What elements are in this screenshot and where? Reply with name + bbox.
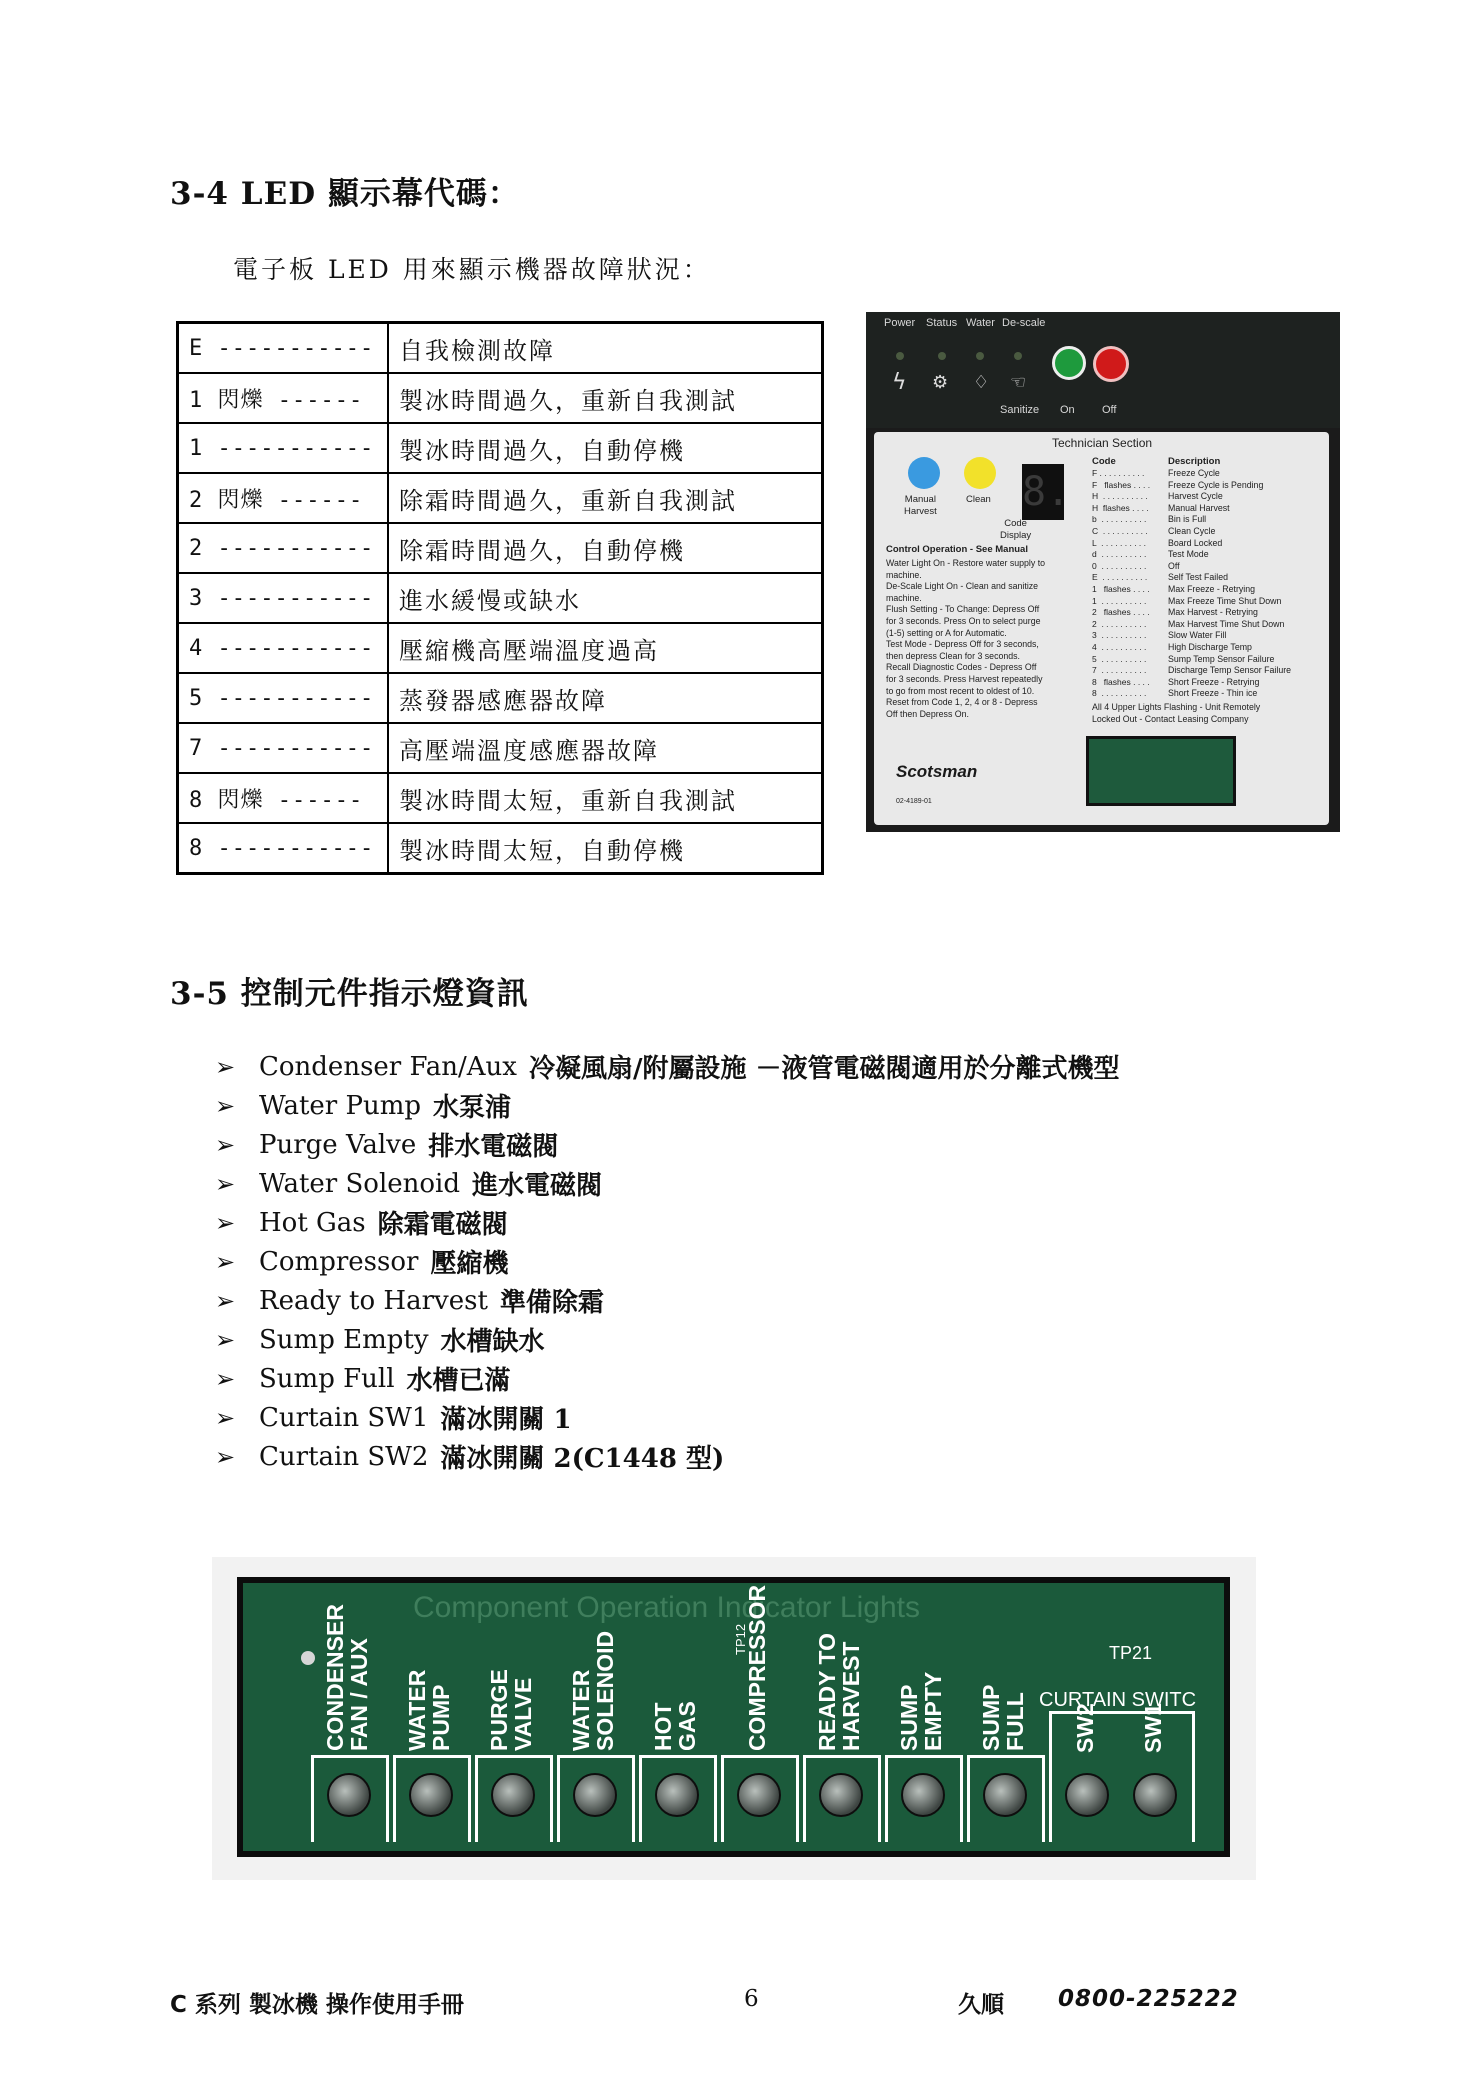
arrow-bullet-icon: ➢ [215,1091,236,1120]
code-row [178,423,823,473]
board-label: HOT GAS [650,1701,700,1751]
board-label: WATER SOLENOID [568,1630,618,1751]
technician-sheet [874,432,1329,825]
tp21-label: TP21 [1109,1643,1153,1663]
component-english-name: Ready to Harvest [259,1285,488,1316]
code-cell: 1 ----------- [178,423,389,473]
component-chinese-name: 進水電磁閥 [472,1171,603,1201]
terminal-outline [885,1755,963,1842]
code-cell: 3 ----------- [178,573,389,623]
board-label: SUMP EMPTY [896,1671,946,1751]
component-chinese-name: 水槽已滿 [406,1366,511,1396]
mounting-hole [301,1651,315,1665]
component-english-name: Water Solenoid [259,1168,461,1199]
code-row [178,523,823,573]
off-button [1093,346,1129,382]
board-label: READY TO HARVEST [814,1632,864,1751]
manual-harvest-button [908,457,940,489]
description-header: Description [1168,456,1221,467]
list-item [215,1281,1120,1320]
list-item [215,1359,1120,1398]
list-item [215,1398,1120,1437]
component-chinese-name: 冷凝風扇/附屬設施 －液管電磁閥適用於分離式機型 [528,1054,1120,1084]
water-label: Water [966,317,995,329]
power-label: Power [884,317,916,329]
code-cell: 5 ----------- [178,673,389,723]
code-row [178,823,823,874]
description-cell: 進水緩慢或缺水 [388,573,823,623]
board-label: WATER PUMP [404,1669,454,1751]
arrow-bullet-icon: ➢ [215,1364,236,1393]
code-row [178,473,823,523]
descale-led [1014,352,1022,360]
terminal-outline [803,1755,881,1842]
manual-harvest-label: Manual Harvest [904,494,937,517]
technician-section-title: Technician Section [1052,436,1153,450]
code-header: Code [1092,456,1116,467]
description-cell: 壓縮機高壓端溫度過高 [388,623,823,673]
section-3-4-heading: 3-4 LED 顯示幕代碼： [170,176,520,212]
component-english-name: Curtain SW2 [259,1441,429,1472]
list-item [215,1242,1120,1281]
description-cell: 製冰時間太短，重新自我測試 [388,773,823,823]
on-button [1052,346,1086,380]
list-item [215,1047,1120,1086]
board-label: CONDENSER FAN / AUX [322,1604,372,1751]
code-cell: 2 閃爍 ------ [178,473,389,523]
clean-label: Clean [966,494,991,505]
footer-phone: 0800-225222 [1058,1986,1239,2012]
connector-strip [1086,736,1236,806]
description-cell: 自我檢測故障 [388,323,823,374]
description-cell: 製冰時間過久，自動停機 [388,423,823,473]
footer-company: 久順 [958,1992,1004,2018]
arrow-bullet-icon: ➢ [215,1403,236,1432]
component-chinese-name: 壓縮機 [430,1249,509,1279]
component-english-name: Curtain SW1 [259,1402,429,1433]
sanitize-hand-icon: ☜ [1010,372,1027,393]
status-led [938,352,946,360]
component-list [215,1047,1120,1476]
curtain-switch-outline [1049,1711,1195,1842]
component-chinese-name: 準備除霜 [499,1288,604,1318]
sanitize-label: Sanitize [1000,404,1040,416]
component-chinese-name: 水槽缺水 [440,1327,545,1357]
component-english-name: Water Pump [259,1090,422,1121]
part-number: 02-4189-01 [896,798,932,805]
code-cell: 4 ----------- [178,623,389,673]
description-cell: 除霜時間過久，重新自我測試 [388,473,823,523]
arrow-bullet-icon: ➢ [215,1208,236,1237]
code-row [178,623,823,673]
description-cell: 蒸發器感應器故障 [388,673,823,723]
lockout-footnote: All 4 Upper Lights Flashing - Unit Remotely Locked Out - Contact Leasing Company [1092,702,1261,724]
code-column: F . . . . . . . . . . F flashes . . . . H . . . . . . . . . . H flashes . . . . b . . . . . . . . . . C . . . . . . . . . . L . . . . . . . . . . d . . . . . . . . . . 0 . . . . . . . . . . E . . . . . . . . . . 1 flashes . . . . 1 . . . . . . . . . . 2 flashes . . . . 2 . . . . . . . . . . 3 . . . . . . . . . . 4 . . . . . . . . . . 5 . . . . . . . . . . 7 . . . . . . . . . . 8 flashes . . . . 8 . . . . . . . . . . [1092,468,1151,699]
terminal-outline [721,1755,799,1842]
list-item [215,1164,1120,1203]
terminal-outline [475,1755,553,1842]
pcb [237,1577,1230,1857]
arrow-bullet-icon: ➢ [215,1286,236,1315]
curtain-switch-label: CURTAIN SWITC [1039,1689,1197,1711]
control-operation-text: Water Light On - Restore water supply to machine. De-Scale Light On - Clean and sanitize machine. Flush Setting - To Change: Depress Off for 3 seconds. Press On to select purge (1-5) setting or A for Automatic. Test Mode - Depress Off for 3 seconds, then depress Clean for 3 seconds. Recall Diagnostic Codes - Depress Off for 3 seconds. Press Harvest repeatedly to go from most recent to oldest of 10. Reset from Code 1, 2, 4 or 8 - Depress Off then Depress On. [886,558,1046,719]
board-label: SUMP FULL [978,1684,1028,1751]
arrow-bullet-icon: ➢ [215,1442,236,1471]
arrow-bullet-icon: ➢ [215,1325,236,1354]
arrow-bullet-icon: ➢ [215,1052,236,1081]
list-item [215,1086,1120,1125]
panel-top-strip [866,312,1340,428]
code-row [178,373,823,423]
component-english-name: Sump Empty [259,1324,429,1355]
component-english-name: Compressor [259,1246,419,1277]
on-label: On [1060,404,1075,416]
component-chinese-name: 滿冰開關 1 [440,1405,572,1435]
board-label: PURGE VALVE [486,1669,536,1751]
list-item [215,1437,1120,1476]
board-label: COMPRESSOR [744,1584,770,1751]
component-chinese-name: 滿冰開關 2(C1448 型) [440,1444,725,1474]
code-row [178,323,823,374]
component-english-name: Hot Gas [259,1207,366,1238]
power-led [896,352,904,360]
arrow-bullet-icon: ➢ [215,1169,236,1198]
water-led [976,352,984,360]
page-number: 6 [744,1986,759,2012]
code-display-label: Code Display [1000,518,1032,541]
code-row [178,673,823,723]
section-3-4-intro: 電子板 LED 用來顯示機器故障狀況： [233,255,711,284]
terminal-outline [557,1755,635,1842]
component-english-name: Condenser Fan/Aux [259,1051,517,1082]
tp12-label: TP12 [733,1623,748,1655]
code-cell: 2 ----------- [178,523,389,573]
footer-manual-title: C 系列 製冰機 操作使用手冊 [170,1992,464,2018]
component-chinese-name: 排水電磁閥 [428,1132,559,1162]
code-cell: 8 ----------- [178,823,389,874]
list-item [215,1203,1120,1242]
list-item [215,1320,1120,1359]
description-column: Freeze Cycle Freeze Cycle is Pending Harvest Cycle Manual Harvest Bin is Full Clean Cycle Board Locked Test Mode Off Self Test Failed Max Freeze - Retrying Max Freeze Time Shut Down Max Harvest - Retrying Max Harvest Time Shut Down Slow Water Fill High Discharge Temp Sump Temp Sensor Failure Discharge Temp Sensor Failure Short Freeze - Retrying Short Freeze - Thin ice [1168,468,1292,699]
board-label: SW2 [1072,1703,1098,1753]
led-panel-photo [866,312,1340,832]
off-label: Off [1102,404,1117,416]
control-operation-title: Control Operation - See Manual [886,544,1028,555]
terminal-outline [639,1755,717,1842]
code-cell: 8 閃爍 ------ [178,773,389,823]
terminal-outline [393,1755,471,1842]
code-display-digit: 8. [1022,464,1064,520]
list-item [215,1125,1120,1164]
component-chinese-name: 水泵浦 [433,1093,512,1123]
section-3-5-heading: 3-5 控制元件指示燈資訊 [170,976,529,1012]
code-row [178,723,823,773]
component-english-name: Purge Valve [259,1129,417,1160]
component-english-name: Sump Full [259,1363,395,1394]
descale-label: De-scale [1002,317,1046,329]
description-cell: 製冰時間太短，自動停機 [388,823,823,874]
water-drop-icon: ♢ [973,372,990,393]
led-code-table [176,321,824,875]
code-cell: 1 閃爍 ------ [178,373,389,423]
description-cell: 製冰時間過久，重新自我測試 [388,373,823,423]
component-board-photo [212,1557,1256,1880]
faded-board-title: Component Operation Indicator Lights [413,1591,920,1624]
arrow-bullet-icon: ➢ [215,1247,236,1276]
status-icon: ⚙ [932,372,949,393]
arrow-bullet-icon: ➢ [215,1130,236,1159]
lightning-icon: ϟ [892,370,907,395]
scotsman-logo: Scotsman [896,762,978,781]
code-row [178,573,823,623]
terminal-outline [967,1755,1045,1842]
code-cell: E ----------- [178,323,389,374]
description-cell: 除霜時間過久，自動停機 [388,523,823,573]
status-label: Status [926,317,958,329]
component-chinese-name: 除霜電磁閥 [377,1210,508,1240]
code-row [178,773,823,823]
terminal-outline [311,1755,389,1842]
clean-button [964,457,996,489]
board-label: SW1 [1140,1703,1166,1753]
description-cell: 高壓端溫度感應器故障 [388,723,823,773]
code-cell: 7 ----------- [178,723,389,773]
